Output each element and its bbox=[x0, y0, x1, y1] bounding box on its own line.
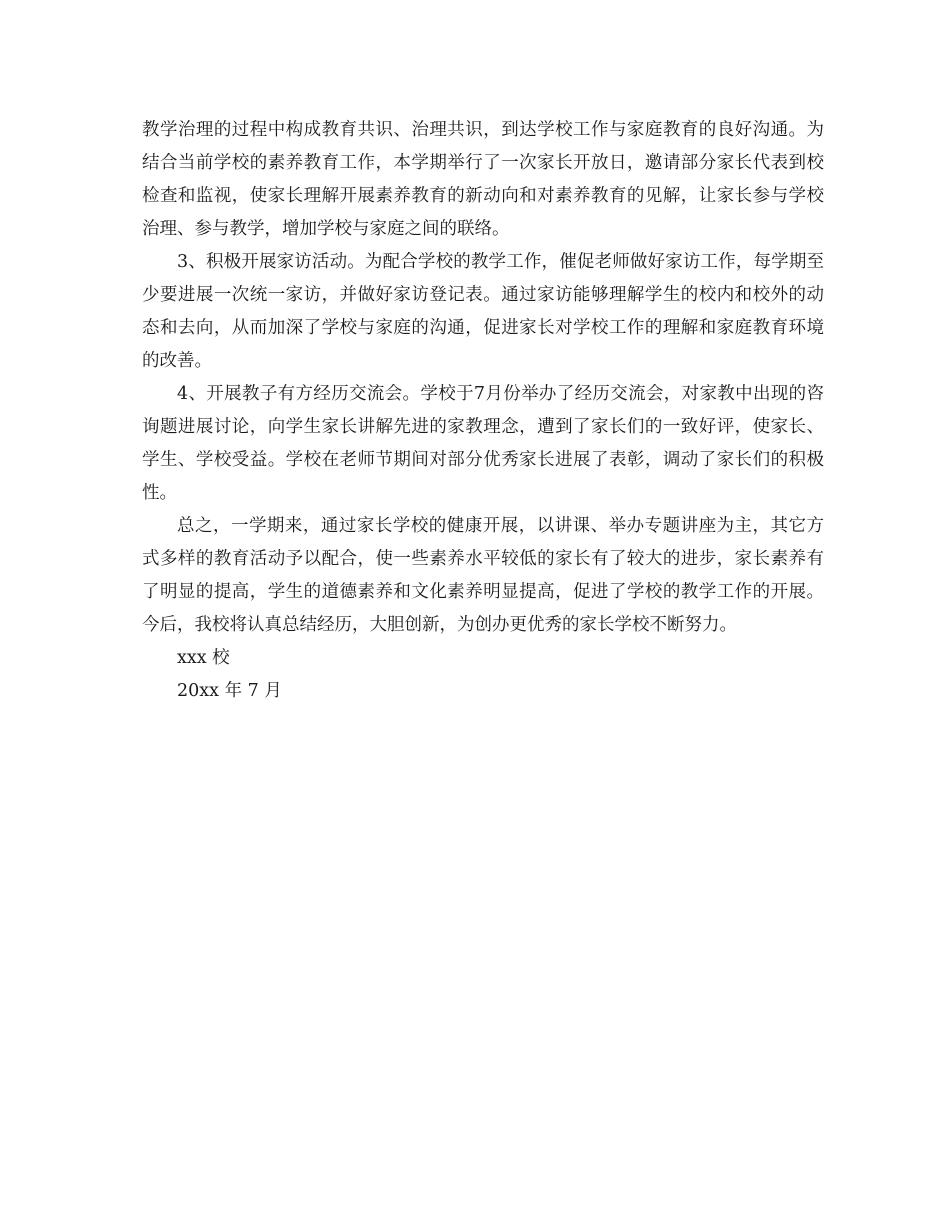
paragraph-summary: 总之，一学期来，通过家长学校的健康开展，以讲课、举办专题讲座为主，其它方式多样的教育活动予以配合，使一些素养水平较低的家长有了较大的进步，家长素养有了明显的提高，学生的道德素养和文化素养明显提高，促进了学校的教学工作的开展。今后，我校将认真总结经历，大胆创新，为创办更优秀的家长学校不断努力。 bbox=[142, 516, 824, 635]
signature-date: 20xx 年 7 月 bbox=[177, 681, 282, 701]
signature-school: xxx 校 bbox=[177, 648, 230, 668]
paragraph-home-visits: 3、积极开展家访活动。为配合学校的教学工作，催促老师做好家访工作，每学期至少要进展一次统一家访，并做好家访登记表。通过家访能够理解学生的校内和校外的动态和去向，从而加深了学校与家庭的沟通，促进家长对学校工作的理解和家庭教育环境的改善。 bbox=[142, 252, 824, 371]
document-body bbox=[142, 114, 824, 708]
paragraph-continuation: 教学治理的过程中构成教育共识、治理共识，到达学校工作与家庭教育的良好沟通。为结合当前学校的素养教育工作，本学期举行了一次家长开放日，邀请部分家长代表到校检查和监视，使家长理解开展素养教育的新动向和对素养教育的见解，让家长参与学校治理、参与教学，增加学校与家庭之间的联络。 bbox=[142, 120, 824, 239]
paragraph-experience-exchange: 4、开展教子有方经历交流会。学校于7月份举办了经历交流会，对家教中出现的咨询题进展讨论，向学生家长讲解先进的家教理念，遭到了家长们的一致好评，使家长、学生、学校受益。学校在老师节期间对部分优秀家长进展了表彰，调动了家长们的积极性。 bbox=[142, 384, 824, 503]
